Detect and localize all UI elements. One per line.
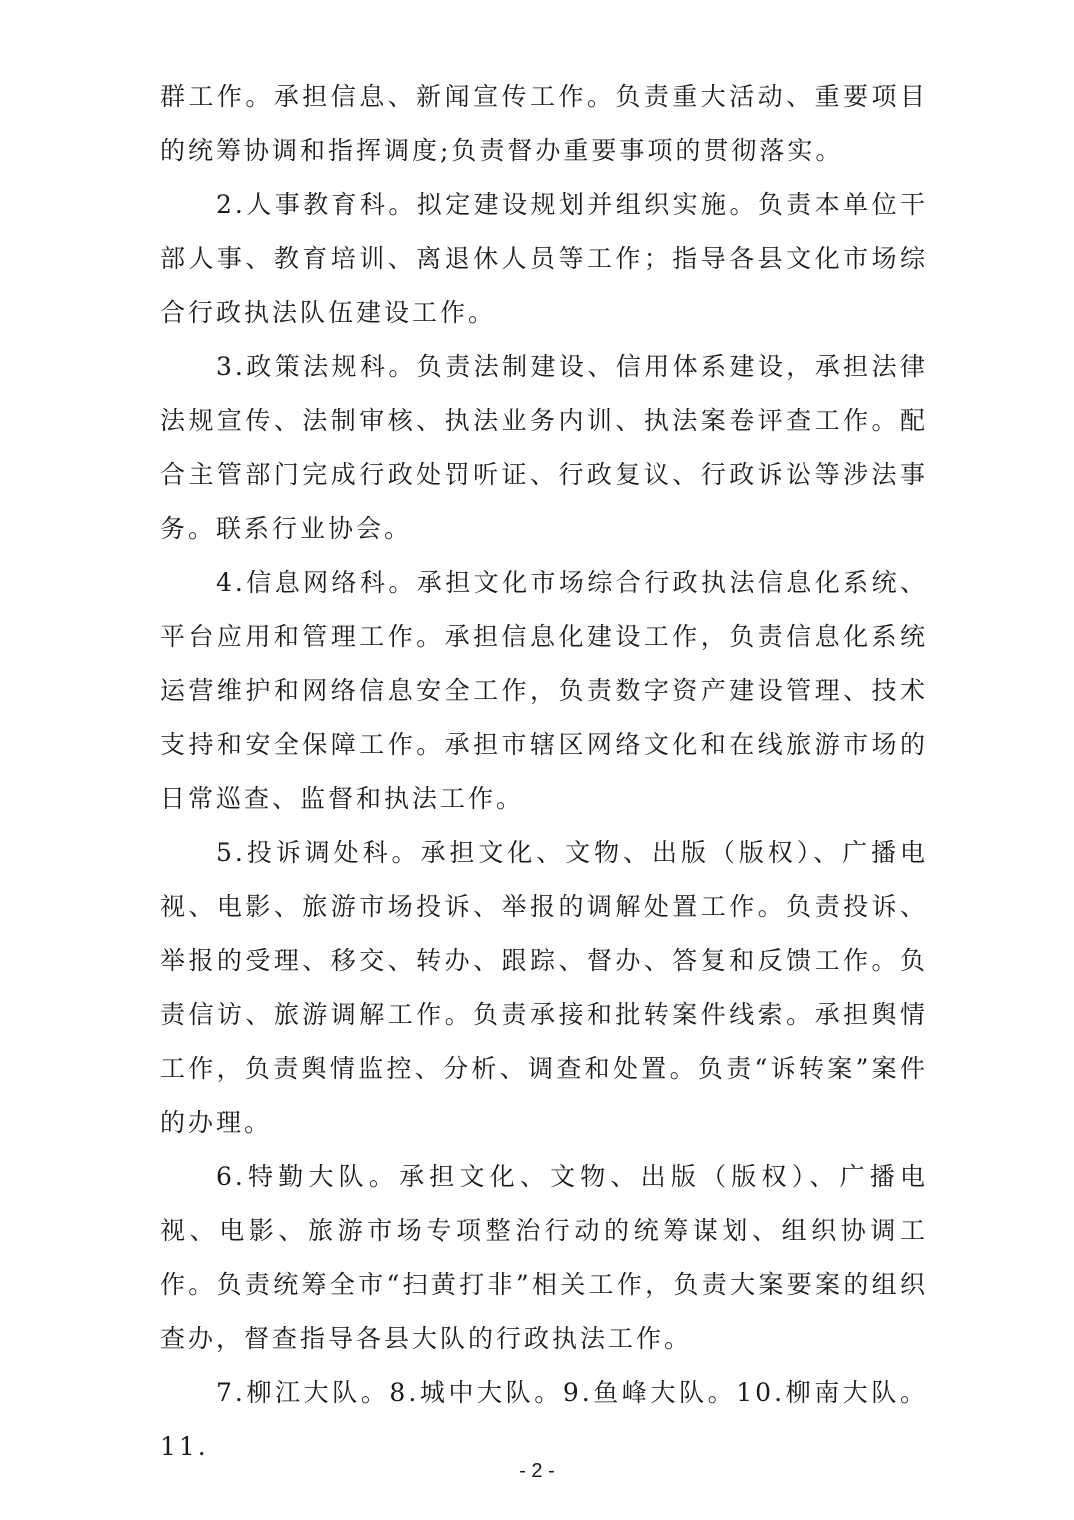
paragraph-information-network: 4.信息网络科。承担文化市场综合行政执法信息化系统、平台应用和管理工作。承担信息化建设工作，负责信息化系统运营维护和网络信息安全工作，负责数字资产建设管理、技术支持和安全保障工作。承担市辖区网络文化和在线旅游市场的日常巡查、监督和执法工作。 [160,568,928,813]
paragraph-continuation: 群工作。承担信息、新闻宣传工作。负责重大活动、重要项目的统筹协调和指挥调度;负责督办重要事项的贯彻落实。 [160,82,928,165]
paragraph-policy-regulation: 3.政策法规科。负责法制建设、信用体系建设，承担法律法规宣传、法制审核、执法业务内训、执法案卷评查工作。配合主管部门完成行政处罚听证、行政复议、行政诉讼等涉法事务。联系行业协会。 [160,352,928,543]
paragraph-personnel-education: 2.人事教育科。拟定建设规划并组织实施。负责本单位干部人事、教育培训、离退休人员等工作；指导各县文化市场综合行政执法队伍建设工作。 [160,190,928,327]
page-number: - 2 - [519,1460,555,1482]
paragraph-district-brigades: 7.柳江大队。8.城中大队。9.鱼峰大队。10.柳南大队。11. [160,1378,928,1461]
document-body [160,70,928,1474]
paragraph-special-brigade: 6.特勤大队。承担文化、文物、出版（版权）、广播电视、电影、旅游市场专项整治行动的统筹谋划、组织协调工作。负责统筹全市“扫黄打非”相关工作，负责大案要案的组织查办，督查指导各县大队的行政执法工作。 [160,1162,928,1353]
paragraph-complaint-handling: 5.投诉调处科。承担文化、文物、出版（版权）、广播电视、电影、旅游市场投诉、举报的调解处置工作。负责投诉、举报的受理、移交、转办、跟踪、督办、答复和反馈工作。负责信访、旅游调解工作。负责承接和批转案件线索。承担舆情工作，负责舆情监控、分析、调查和处置。负责“诉转案”案件的办理。 [160,838,928,1137]
